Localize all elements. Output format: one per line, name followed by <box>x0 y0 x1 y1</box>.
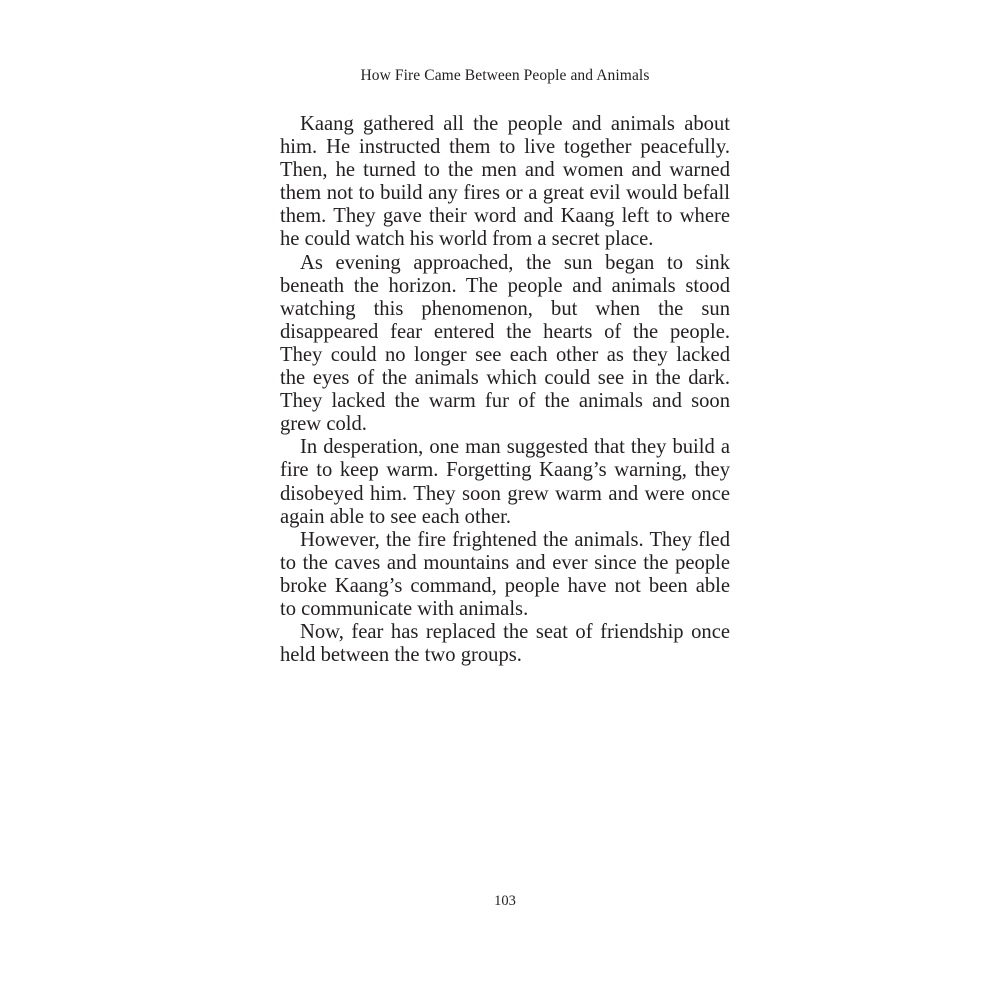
paragraph-2: As evening approached, the sun began to sink beneath the horizon. The people and animals stood watching this phenomenon, but when the sun disappeared fear entered the hearts of the people. They could no longer see each other as they lacked the eyes of the animals which could see in the dark. They lacked the warm fur of the animals and soon grew cold. <box>280 251 730 436</box>
paragraph-1: Kaang gathered all the people and animals about him. He instructed them to live together peacefully. Then, he turned to the men and women and warned them not to build any fires or a great evil would befall them. They gave their word and Kaang left to where he could watch his world from a secret place. <box>280 113 730 251</box>
page-number: 103 <box>494 893 516 909</box>
running-head: How Fire Came Between People and Animals <box>360 67 650 84</box>
body-text <box>280 113 730 667</box>
paragraph-5: Now, fear has replaced the seat of friendship once held between the two groups. <box>280 621 730 667</box>
paragraph-4: However, the fire frightened the animals. They fled to the caves and mountains and ever since the people broke Kaang’s command, people have not been able to communicate with animals. <box>280 528 730 620</box>
paragraph-3: In desperation, one man suggested that they build a fire to keep warm. Forgetting Kaang’s warning, they disobeyed him. They soon grew warm and were once again able to see each other. <box>280 436 730 528</box>
